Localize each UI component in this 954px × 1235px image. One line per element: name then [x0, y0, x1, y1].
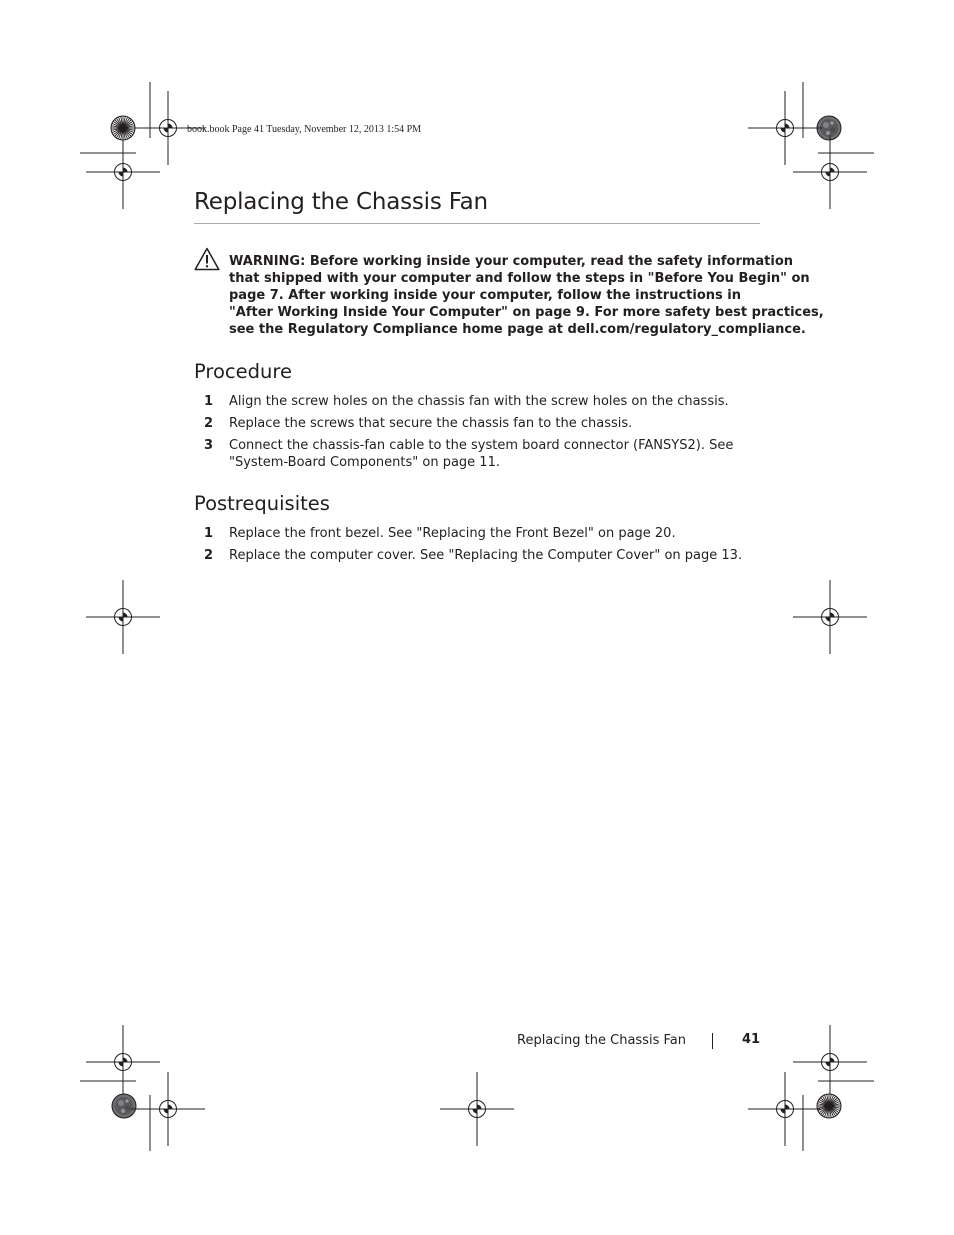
warning-line: "After Working Inside Your Computer" on page 9. For more safety best practices,	[229, 305, 824, 320]
step-text: "System-Board Components" on page 11.	[229, 455, 500, 470]
postrequisites-steps	[204, 525, 764, 569]
step-text: Replace the front bezel. See "Replacing the Front Bezel" on page 20.	[229, 526, 676, 541]
step-text: Connect the chassis-fan cable to the system board connector (FANSYS2). See	[229, 438, 734, 453]
step-number: 3	[204, 438, 214, 453]
step-text: Replace the computer cover. See "Replacing the Computer Cover" on page 13.	[229, 548, 743, 563]
postrequisite-step	[204, 525, 764, 542]
postrequisite-step	[204, 547, 764, 564]
step-number: 2	[204, 416, 214, 431]
warning-line: WARNING: Before working inside your computer, read the safety information	[229, 254, 794, 269]
step-number: 1	[204, 526, 214, 541]
step-text: Replace the screws that secure the chassis fan to the chassis.	[229, 416, 633, 431]
title-rule	[194, 223, 760, 224]
page-number: 41	[742, 1032, 761, 1047]
procedure-step	[204, 393, 764, 410]
warning-note	[229, 253, 824, 338]
procedure-heading: Procedure	[194, 360, 292, 383]
footer-section-title: Replacing the Chassis Fan	[517, 1033, 686, 1048]
postrequisites-heading: Postrequisites	[194, 492, 330, 515]
print-slug: book.book Page 41 Tuesday, November 12, 2013 1:54 PM	[187, 124, 422, 135]
procedure-step	[204, 437, 764, 471]
warning-line: that shipped with your computer and follow the steps in "Before You Begin" on	[229, 271, 810, 286]
warning-triangle-icon	[194, 247, 220, 271]
footer-separator	[712, 1033, 713, 1049]
procedure-steps	[204, 393, 764, 476]
warning-line: see the Regulatory Compliance home page at dell.com/regulatory_compliance.	[229, 322, 806, 337]
page-title: Replacing the Chassis Fan	[194, 189, 488, 215]
step-number: 2	[204, 548, 214, 563]
step-number: 1	[204, 394, 214, 409]
procedure-step	[204, 415, 764, 432]
warning-line: page 7. After working inside your computer, follow the instructions in	[229, 288, 741, 303]
step-text: Align the screw holes on the chassis fan with the screw holes on the chassis.	[229, 394, 729, 409]
